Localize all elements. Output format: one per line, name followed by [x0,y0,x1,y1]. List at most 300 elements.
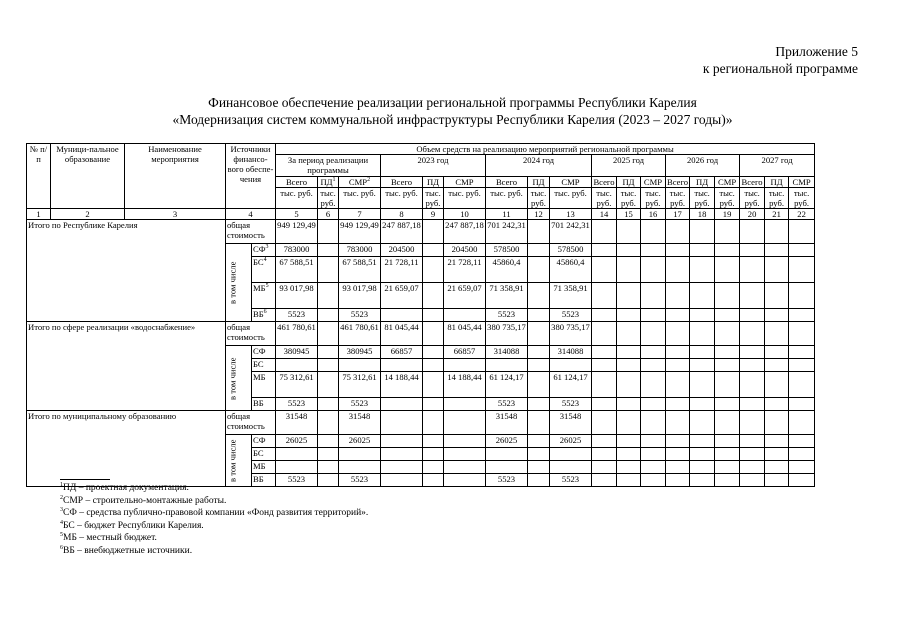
appendix-header [703,43,858,77]
value-cell [381,411,423,435]
footnote-text: ВБ – внебюджетные источники. [63,545,193,556]
empty-cell [641,283,666,309]
header-unit: тыс. руб. [550,188,592,209]
empty-cell [666,257,690,283]
header-unit: тыс. руб. [715,188,740,209]
empty-cell [617,359,641,372]
empty-cell [641,244,666,257]
header-sources: Источники финансо-вого обеспе-чения [226,144,276,209]
column-number: 4 [226,209,276,220]
value-cell: 5523 [486,309,528,322]
value-cell [339,448,381,461]
value-cell: 380945 [276,346,318,359]
empty-cell [715,372,740,398]
empty-cell [666,359,690,372]
value-cell: 31548 [550,411,592,435]
value-cell [423,359,444,372]
value-cell [528,435,550,448]
header-unit: тыс. руб. [444,188,486,209]
header-total: Всего [486,177,528,188]
source-label: БС [252,359,276,372]
value-cell [423,257,444,283]
empty-cell [715,220,740,244]
value-cell: 949 129,49 [339,220,381,244]
header-pd: ПД [617,177,641,188]
value-cell [486,359,528,372]
value-cell [381,461,423,474]
column-number: 19 [715,209,740,220]
source-total: общая стоимость [226,322,276,346]
header-2023: 2023 год [381,155,486,177]
value-cell [318,359,339,372]
value-cell: 81 045,44 [381,322,423,346]
header-unit: тыс. руб. [765,188,789,209]
empty-cell [765,359,789,372]
in-total-label: в том числе [226,346,252,411]
empty-cell [789,461,815,474]
value-cell [528,448,550,461]
value-cell [423,398,444,411]
source-label: БС [252,448,276,461]
empty-cell [789,411,815,435]
header-unit: тыс. руб. [528,188,550,209]
empty-cell [617,398,641,411]
empty-cell [641,411,666,435]
empty-cell [740,359,765,372]
source-label: МБ [252,372,276,398]
empty-cell [617,372,641,398]
value-cell: 5523 [550,398,592,411]
value-cell [381,309,423,322]
value-cell: 67 588,51 [276,257,318,283]
empty-cell [789,359,815,372]
footnote-marker: 6 [263,309,267,316]
source-label: СФ [252,435,276,448]
empty-cell [740,448,765,461]
column-number: 11 [486,209,528,220]
empty-cell [765,411,789,435]
empty-cell [690,359,715,372]
value-cell [528,283,550,309]
value-cell [318,322,339,346]
empty-cell [789,435,815,448]
header-total: Всего [741,177,763,187]
footnote-marker: 1 [332,177,336,184]
footnote-marker: 4 [263,257,267,264]
header-pd: ПД [765,177,789,188]
empty-cell [617,411,641,435]
header-unit: тыс. руб. [381,188,423,209]
column-number: 18 [690,209,715,220]
empty-cell [666,411,690,435]
value-cell [528,411,550,435]
empty-cell [715,448,740,461]
value-cell [339,461,381,474]
footnote [60,545,368,558]
footnote-number: 1 [60,481,63,488]
value-cell: 5523 [550,474,592,487]
empty-cell [740,411,765,435]
empty-cell [765,372,789,398]
value-cell: 949 129,49 [276,220,318,244]
value-cell: 5523 [339,398,381,411]
value-cell: 71 358,91 [486,283,528,309]
value-cell [550,359,592,372]
header-smr: СМР [550,177,592,188]
source-total: общая стоимость [226,411,276,435]
column-number: 22 [789,209,815,220]
empty-cell [641,448,666,461]
value-cell [318,448,339,461]
value-cell [423,474,444,487]
header-event: Наименование мероприятия [125,144,226,209]
value-cell: 93 017,98 [339,283,381,309]
empty-cell [765,448,789,461]
header-unit: тыс. руб. [318,188,339,209]
value-cell: 461 780,61 [339,322,381,346]
value-cell: 247 887,18 [381,220,423,244]
value-cell: 5523 [339,309,381,322]
empty-cell [690,244,715,257]
footnote-number: 2 [60,494,63,501]
empty-cell [617,309,641,322]
footnote-number: 6 [60,544,63,551]
empty-cell [666,372,690,398]
footnote [60,507,368,520]
value-cell [381,435,423,448]
title-line-1: Финансовое обеспечение реализации региональной программы Республики Карелия [208,95,697,110]
header-unit: тыс. руб. [423,188,444,209]
footnote-number: 3 [60,507,63,514]
empty-cell [592,244,617,257]
source-label: ВБ [252,474,276,487]
empty-cell [641,346,666,359]
source-label: $ВБ^6$ [252,309,276,322]
empty-cell [592,372,617,398]
header-total: Всего [276,177,318,188]
footnote-number: 5 [60,532,63,539]
empty-cell [690,474,715,487]
header-unit: тыс. руб. [690,188,715,209]
empty-cell [740,474,765,487]
empty-cell [641,220,666,244]
empty-cell [715,435,740,448]
empty-cell [690,461,715,474]
empty-cell [715,244,740,257]
empty-cell [789,448,815,461]
value-cell: 75 312,61 [276,372,318,398]
in-total-label: в том числе [226,435,252,487]
value-cell: 67 588,51 [339,257,381,283]
table-row [27,322,815,346]
empty-cell [592,359,617,372]
column-number: 16 [641,209,666,220]
value-cell [423,283,444,309]
empty-cell [690,398,715,411]
empty-cell [617,474,641,487]
empty-cell [641,474,666,487]
empty-cell [690,283,715,309]
value-cell [423,220,444,244]
empty-cell [641,372,666,398]
value-cell [318,220,339,244]
empty-cell [666,435,690,448]
empty-cell [617,244,641,257]
value-cell [318,372,339,398]
header-pd: ПД [690,177,715,188]
value-cell: 783000 [276,244,318,257]
finance-table [26,143,815,487]
header-smr: СМР [641,177,666,188]
source-label: ВБ [252,398,276,411]
footnote-marker: 5 [265,283,269,290]
value-cell: 21 728,11 [444,257,486,283]
in-total-label: в том числе [226,244,252,322]
empty-cell [617,220,641,244]
value-cell [423,309,444,322]
empty-cell [765,474,789,487]
value-cell [550,461,592,474]
value-cell: 701 242,31 [550,220,592,244]
source-label: СФ [252,346,276,359]
column-number: 5 [276,209,318,220]
value-cell [318,244,339,257]
value-cell [339,359,381,372]
value-cell: 461 780,61 [276,322,318,346]
footnote-number: 4 [60,519,63,526]
empty-cell [666,346,690,359]
value-cell: 247 887,18 [444,220,486,244]
empty-cell [666,474,690,487]
value-cell: 701 242,31 [486,220,528,244]
empty-cell [666,283,690,309]
column-number: 10 [444,209,486,220]
empty-cell [641,359,666,372]
value-cell: 5523 [550,309,592,322]
value-cell: 5523 [486,474,528,487]
group-name: Итого по Республике Карелия [27,220,226,322]
footnote [60,520,368,533]
source-label: $МБ^5$ [252,283,276,309]
empty-cell [715,398,740,411]
empty-cell [666,448,690,461]
header-smr: СМР [715,177,740,188]
column-number: 14 [592,209,617,220]
header-smr: СМР [789,177,815,188]
empty-cell [789,474,815,487]
value-cell: 578500 [550,244,592,257]
value-cell: 5523 [276,398,318,411]
empty-cell [740,322,765,346]
value-cell [318,346,339,359]
column-number: 12 [528,209,550,220]
empty-cell [740,461,765,474]
header-unit: тыс. руб. [592,188,617,209]
value-cell [528,474,550,487]
empty-cell [765,435,789,448]
empty-cell [740,257,765,283]
empty-cell [789,220,815,244]
value-cell: 380 735,17 [486,322,528,346]
value-cell [528,398,550,411]
value-cell: 14 188,44 [444,372,486,398]
empty-cell [592,398,617,411]
empty-cell [592,474,617,487]
value-cell [423,461,444,474]
value-cell: 61 124,17 [550,372,592,398]
source-label: МБ [252,461,276,474]
table-row [27,411,815,435]
value-cell [528,244,550,257]
empty-cell [690,309,715,322]
empty-cell [666,244,690,257]
value-cell: 66857 [381,346,423,359]
value-cell [444,309,486,322]
value-cell [423,244,444,257]
value-cell: 93 017,98 [276,283,318,309]
column-number: 13 [550,209,592,220]
header-unit: тыс. руб. [276,188,318,209]
empty-cell [789,309,815,322]
empty-cell [592,346,617,359]
empty-cell [592,461,617,474]
empty-cell [641,257,666,283]
empty-cell [690,372,715,398]
value-cell [528,346,550,359]
value-cell: 21 659,07 [381,283,423,309]
footnote-text: МБ – местный бюджет. [63,533,157,544]
value-cell [444,461,486,474]
value-cell [318,283,339,309]
value-cell [444,398,486,411]
source-total: общая стоимость [226,220,276,244]
column-number: 20 [740,209,765,220]
empty-cell [740,283,765,309]
empty-cell [617,461,641,474]
column-number: 1 [27,209,51,220]
value-cell: 26025 [550,435,592,448]
empty-cell [617,346,641,359]
value-cell [444,435,486,448]
empty-cell [765,257,789,283]
value-cell: 5523 [276,309,318,322]
value-cell: 204500 [381,244,423,257]
value-cell: 31548 [486,411,528,435]
footnote [60,482,368,495]
empty-cell [641,435,666,448]
value-cell: 66857 [444,346,486,359]
header-unit: тыс. руб. [339,188,381,209]
title-line-2: «Модернизация систем коммунальной инфраструктуры Республики Карелия (2023 – 2027 годы)» [172,112,733,127]
header-unit: тыс. руб. [486,188,528,209]
footnote-text: БС – бюджет Республики Карелия. [63,520,204,531]
value-cell: 314088 [486,346,528,359]
empty-cell [715,322,740,346]
value-cell [276,448,318,461]
value-cell [423,372,444,398]
column-number: 6 [318,209,339,220]
value-cell [444,448,486,461]
empty-cell [666,322,690,346]
empty-cell [715,257,740,283]
empty-cell [617,448,641,461]
header-unit: тыс. руб. [789,188,815,209]
empty-cell [690,435,715,448]
empty-cell [641,398,666,411]
value-cell: 26025 [486,435,528,448]
header-num: № п/п [27,144,51,209]
footnote-separator [60,479,110,480]
value-cell [528,372,550,398]
value-cell [528,461,550,474]
value-cell [444,474,486,487]
value-cell [486,448,528,461]
empty-cell [617,257,641,283]
column-number: 3 [125,209,226,220]
empty-cell [789,322,815,346]
value-cell: 31548 [276,411,318,435]
value-cell [444,411,486,435]
column-number: 2 [51,209,125,220]
value-cell: 380 735,17 [550,322,592,346]
empty-cell [715,346,740,359]
empty-cell [765,398,789,411]
value-cell [318,411,339,435]
header-period: За период реализации программы [276,155,381,177]
header-smr: СМР$^2$ [339,177,381,188]
value-cell: 21 659,07 [444,283,486,309]
header-pd: ПД [423,177,444,188]
empty-cell [789,398,815,411]
appendix-reference: к региональной программе [702,61,858,76]
empty-cell [715,411,740,435]
empty-cell [765,283,789,309]
header-total: Всего [381,177,423,188]
empty-cell [765,244,789,257]
source-label: $БС^4$ [252,257,276,283]
value-cell: 81 045,44 [444,322,486,346]
empty-cell [740,309,765,322]
column-number: 7 [339,209,381,220]
empty-cell [789,257,815,283]
empty-cell [765,461,789,474]
value-cell [318,309,339,322]
value-cell: 71 358,91 [550,283,592,309]
header-unit: тыс. руб. [666,188,690,209]
value-cell [423,322,444,346]
value-cell [528,359,550,372]
empty-cell [715,283,740,309]
empty-cell [765,322,789,346]
header-2025: 2025 год [592,155,666,177]
footnote-text: ПД – проектная документация. [63,483,189,493]
header-unit: тыс. руб. [740,188,765,209]
value-cell [318,257,339,283]
header-unit: тыс. руб. [641,188,666,209]
value-cell [423,448,444,461]
header-2024: 2024 год [486,155,592,177]
empty-cell [740,372,765,398]
value-cell: 5523 [339,474,381,487]
value-cell [381,448,423,461]
empty-cell [765,309,789,322]
value-cell [423,346,444,359]
empty-cell [690,220,715,244]
empty-cell [592,411,617,435]
empty-cell [765,220,789,244]
value-cell: 31548 [339,411,381,435]
header-unit: тыс. руб. [617,188,641,209]
